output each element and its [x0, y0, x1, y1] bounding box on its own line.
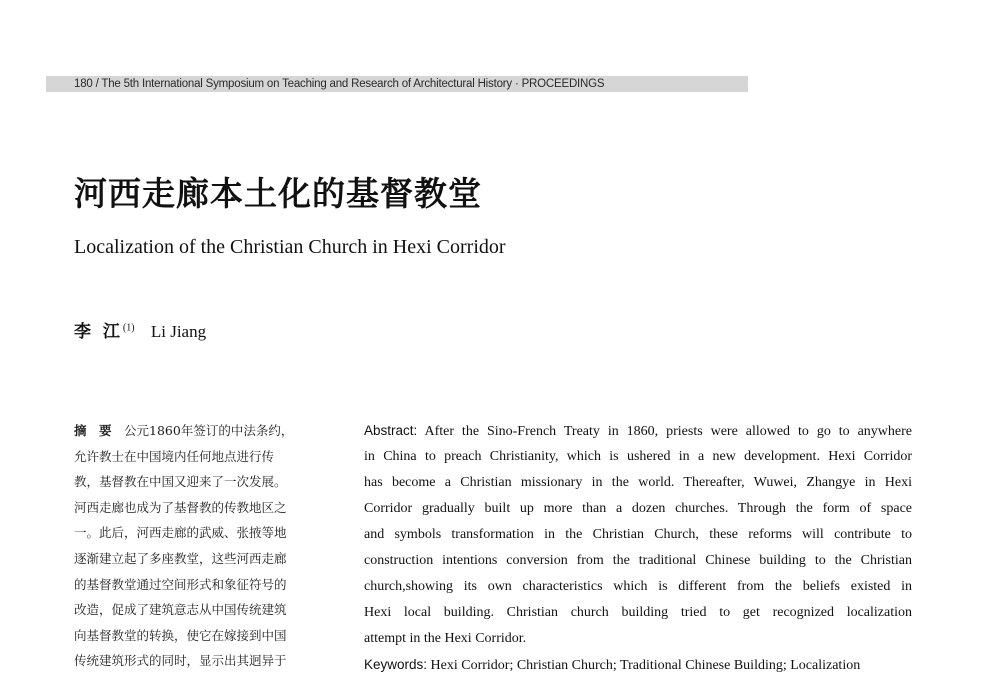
abstract-cn-line: 的基督教堂通过空间形式和象征符号的	[74, 576, 287, 592]
abstract-cn-line: 传统建筑形式的同时，显示出其迥异于	[74, 653, 287, 669]
abstract-cn-line: 教，基督教在中国又迎来了一次发展。	[74, 474, 287, 490]
abstract-cn-line: 河西走廊也成为了基督教的传教地区之	[74, 499, 287, 515]
abstract-en-line: church,showing its own characteristics which is different from the beliefs existed in	[364, 579, 912, 594]
author-name-english: Li Jiang	[150, 322, 207, 341]
abstract-en-line: Abstract: After the Sino-French Treaty in 1860, priests were allowed to go to anywhere	[364, 423, 912, 439]
abstract-chinese	[74, 418, 332, 674]
abstract-en-line: construction intentions conversion from the traditional Chinese building to the Christian	[364, 553, 912, 568]
abstract-en-label: Abstract:	[364, 423, 418, 438]
abstract-cn-line: 摘 要 公元1860年签订的中法条约，	[74, 423, 294, 438]
abstract-cn-line: 一。此后，河西走廊的武威、张掖等地	[74, 525, 287, 541]
abstract-en-line: attempt in the Hexi Corridor.	[364, 631, 527, 646]
affiliation-mark: (1)	[122, 322, 135, 334]
paper-title-chinese: 河西走廊本土化的基督教堂	[74, 174, 482, 213]
abstract-english	[364, 418, 912, 678]
running-head: 180 / The 5th International Symposium on Teaching and Research of Architectural History · PROCEEDINGS	[74, 78, 605, 90]
paper-title-english: Localization of the Christian Church in Hexi Corridor	[74, 236, 506, 258]
abstract-en-line: Hexi local building. Christian church building tried to get recognized localization	[364, 605, 912, 620]
abstract-en-line: Corridor gradually built up more than a dozen churches. Through the form of space	[364, 501, 912, 516]
author-line	[74, 317, 206, 342]
keywords-text: Hexi Corridor; Christian Church; Traditional Chinese Building; Localization	[430, 658, 861, 673]
abstract-cn-line: 逐渐建立起了多座教堂，这些河西走廊	[74, 550, 287, 566]
keywords-label: Keywords:	[364, 657, 428, 672]
abstract-en-line: has become a Christian missionary in the world. Thereafter, Wuwei, Zhangye in Hexi	[364, 475, 912, 490]
abstract-cn-line: 改造，促成了建筑意志从中国传统建筑	[74, 602, 287, 618]
author-name-chinese: 李 江$^{(1)}$	[74, 322, 135, 342]
keywords-line	[364, 652, 912, 678]
abstract-en-line: in China to preach Christianity, which is ushered in a new development. Hexi Corridor	[364, 449, 912, 464]
abstract-en-line: and symbols transformation in the Christian Church, these reforms will contribute to	[364, 527, 912, 542]
abstract-cn-line: 向基督教堂的转换，使它在嫁接到中国	[74, 627, 287, 643]
abstract-cn-line: 允许教士在中国境内任何地点进行传	[74, 448, 275, 464]
abstract-cn-label: 摘 要	[74, 423, 112, 438]
